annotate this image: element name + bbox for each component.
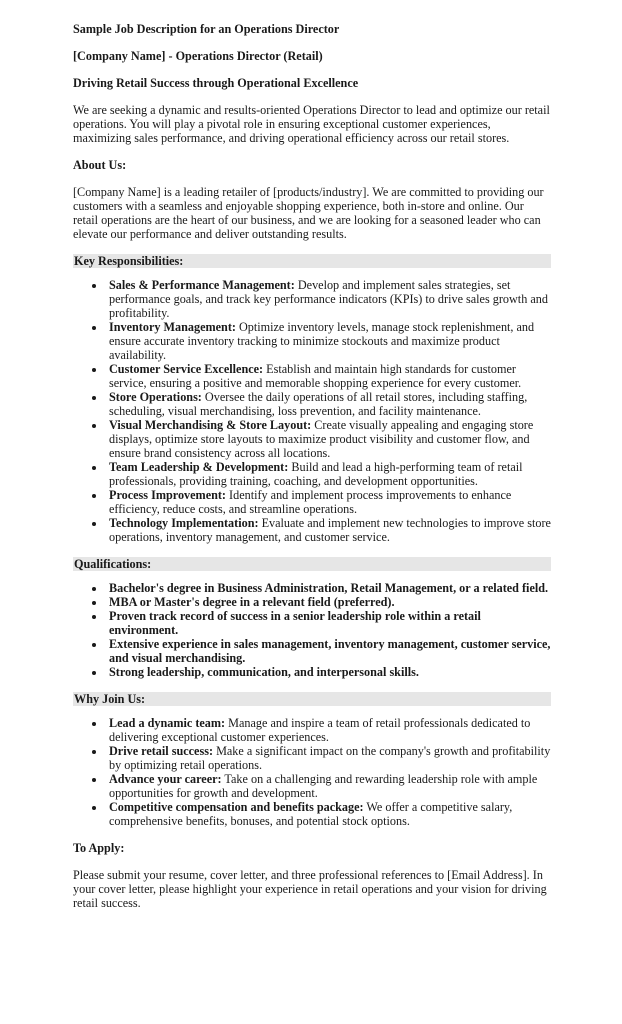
list-item: Bachelor's degree in Business Administration, Retail Management, or a related field. [109,581,551,595]
tagline: Driving Retail Success through Operational Excellence [73,76,359,90]
qualifications-list [73,581,551,679]
responsibilities-list [73,278,551,544]
item-label: Sales & Performance Management: [109,278,295,292]
list-item [109,772,551,800]
list-item: Strong leadership, communication, and interpersonal skills. [109,665,551,679]
item-label: Inventory Management: [109,320,236,334]
item-text: Develop and implement sales strategies, set performance goals, and track key performance indicators (KPIs) to drive sales growth and profitability. [109,278,548,320]
item-label: Visual Merchandising & Store Layout: [109,418,312,432]
job-subtitle: [Company Name] - Operations Director (Retail) [73,49,323,63]
apply-paragraph: Please submit your resume, cover letter, and three professional references to [Email Address]. In your cover letter, please highlight your experience in retail operations and your vision for driving retail success. [73,868,547,910]
item-label: Customer Service Excellence: [109,362,264,376]
item-label: Lead a dynamic team: [109,716,226,730]
item-text: We offer a competitive salary, comprehensive benefits, bonuses, and potential stock options. [109,800,513,828]
apply-heading: To Apply: [73,841,125,855]
item-text: Take on a challenging and rewarding leadership role with ample opportunities for growth and development. [109,772,538,800]
list-item [109,716,551,744]
item-text: Create visually appealing and engaging store displays, optimize store layouts to maximize product visibility and customer flow, and ensure brand consistency across all locations. [109,418,534,460]
about-paragraph: [Company Name] is a leading retailer of [products/industry]. We are committed to providing our customers with a seamless and enjoyable shopping experience, both in-store and online. Our retail operations are the heart of our business, and we are looking for a seasoned leader who can elevate our performance and deliver outstanding results. [73,185,544,241]
item-label: Team Leadership & Development: [109,460,289,474]
item-text: Establish and maintain high standards for customer service, ensuring a positive and memorable shopping experience for every customer. [109,362,522,390]
why-join-list [73,716,551,828]
about-heading: About Us: [73,158,127,172]
list-item [109,390,551,418]
intro-paragraph: We are seeking a dynamic and results-oriented Operations Director to lead and optimize our retail operations. You will play a pivotal role in ensuring exceptional customer experiences, maximizing sales performance, and driving operational efficiency across our retail stores. [73,103,550,145]
list-item [109,320,551,362]
list-item: Extensive experience in sales management, inventory management, customer service, and visual merchandising. [109,637,551,665]
item-text: Evaluate and implement new technologies to improve store operations, inventory management, and customer service. [109,516,551,544]
item-label: Process Improvement: [109,488,226,502]
item-text: Make a significant impact on the company's growth and profitability by optimizing retail operations. [109,744,551,772]
item-text: Identify and implement process improvements to enhance efficiency, reduce costs, and streamline operations. [109,488,512,516]
item-text: Manage and inspire a team of retail professionals dedicated to delivering exceptional customer experiences. [109,716,531,744]
item-label: Drive retail success: [109,744,214,758]
list-item [109,516,551,544]
item-label: Advance your career: [109,772,222,786]
list-item [109,362,551,390]
item-text: Build and lead a high-performing team of retail professionals, providing training, coaching, and development opportunities. [109,460,523,488]
list-item [109,488,551,516]
item-text: Optimize inventory levels, manage stock replenishment, and ensure accurate inventory tracking to minimize stockouts and maximize product availability. [109,320,535,362]
item-label: Store Operations: [109,390,202,404]
document-title: Sample Job Description for an Operations Director [73,22,340,36]
list-item [109,460,551,488]
responsibilities-heading: Key Responsibilities: [73,254,551,268]
list-item: MBA or Master's degree in a relevant field (preferred). [109,595,551,609]
list-item: Proven track record of success in a senior leadership role within a retail environment. [109,609,551,637]
item-label: Technology Implementation: [109,516,259,530]
qualifications-heading: Qualifications: [73,557,551,571]
item-label: Competitive compensation and benefits package: [109,800,364,814]
why-join-heading: Why Join Us: [73,692,551,706]
list-item [109,800,551,828]
list-item [109,418,551,460]
document-page [73,14,551,910]
list-item [109,278,551,320]
item-text: Oversee the daily operations of all retail stores, including staffing, scheduling, visual merchandising, loss prevention, and facility maintenance. [109,390,528,418]
list-item [109,744,551,772]
